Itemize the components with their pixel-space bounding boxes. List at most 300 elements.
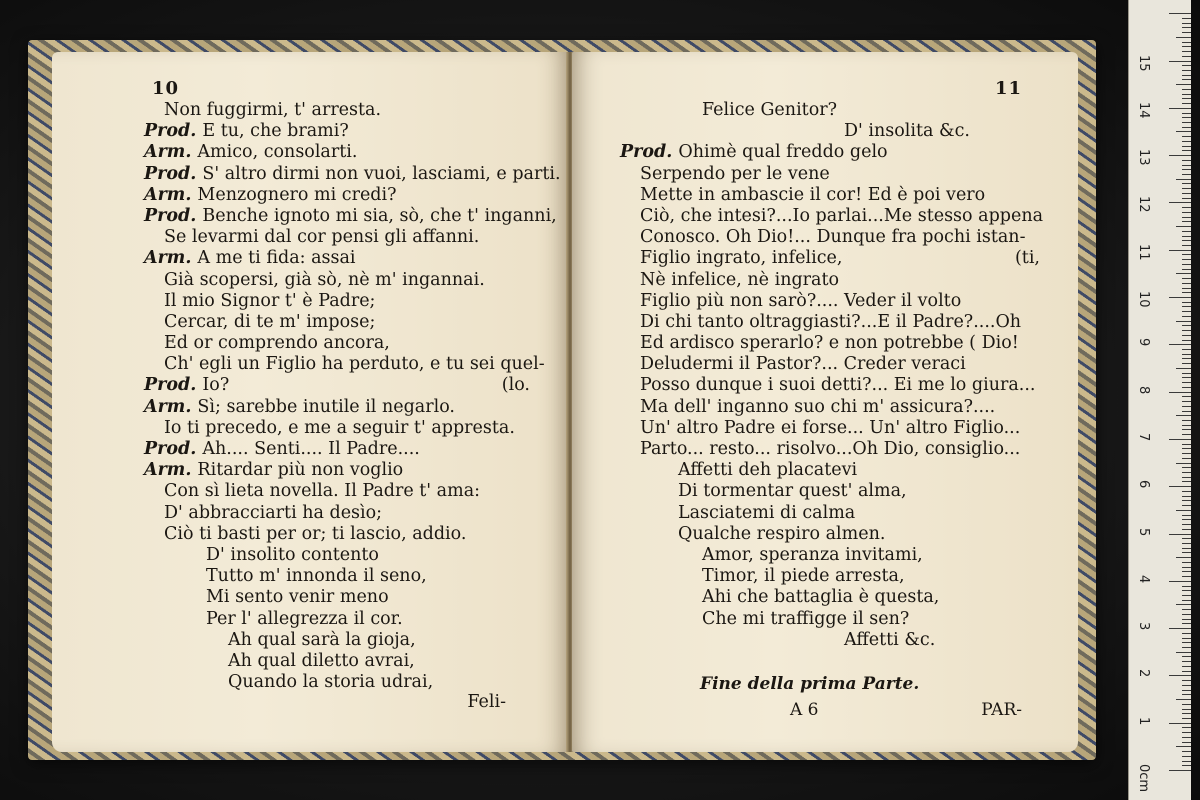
ruler-tick	[1182, 221, 1191, 222]
ruler-tick	[1169, 344, 1191, 345]
ruler-tick	[1176, 131, 1191, 132]
ruler-tick	[1182, 292, 1191, 293]
ruler-tick	[1182, 444, 1191, 445]
line-text: Conosco. Oh Dio!... Dunque fra pochi istan-	[640, 227, 1026, 248]
line-text: Affetti deh placatevi	[678, 460, 858, 481]
ruler-tick	[1176, 510, 1191, 511]
ruler-tick	[1182, 396, 1191, 397]
ruler-tick	[1182, 136, 1191, 137]
ruler-tick	[1176, 557, 1191, 558]
ruler-tick	[1182, 500, 1191, 501]
catchword: PAR-	[981, 700, 1022, 720]
text-line	[52, 375, 568, 396]
line-text: Felice Genitor?	[702, 100, 837, 120]
ruler-tick	[1182, 207, 1191, 208]
ruler-tick	[1182, 70, 1191, 71]
text-line	[52, 481, 568, 502]
ruler-tick	[1169, 534, 1191, 535]
line-text: D' insolita &c.	[844, 121, 970, 142]
text-line	[572, 227, 1078, 248]
line-text: Di chi tanto oltraggiasti?...E il Padre?....Oh	[640, 311, 1022, 332]
ruler-tick	[1169, 581, 1191, 582]
ruler-tick	[1182, 122, 1191, 123]
ruler-label: 5	[1136, 527, 1151, 536]
ruler-tick	[1182, 198, 1191, 199]
ruler-tick	[1182, 529, 1191, 530]
line-text: Se levarmi dal cor pensi gli affanni.	[164, 227, 480, 248]
ruler-tick	[1182, 23, 1191, 24]
ruler-tick	[1182, 254, 1191, 255]
text-line	[572, 333, 1078, 354]
ruler-label: 2	[1136, 669, 1151, 678]
line-text: Mette in ambascie il cor! Ed è poi vero	[640, 184, 986, 205]
ruler-tick	[1182, 467, 1191, 468]
ruler-tick	[1182, 283, 1191, 284]
ruler-tick	[1182, 661, 1191, 662]
ruler-tick	[1182, 406, 1191, 407]
line-text: Cercar, di te m' impose;	[164, 311, 376, 332]
text-line	[572, 291, 1078, 312]
text-line	[52, 672, 568, 693]
ruler-tick	[1182, 174, 1191, 175]
line-text: Timor, il piede arresta,	[702, 566, 905, 587]
text-line	[572, 460, 1078, 481]
text-line	[52, 206, 568, 227]
ruler-tick	[1182, 732, 1191, 733]
ruler-tick	[1182, 288, 1191, 289]
text-line	[52, 291, 568, 312]
text-line	[572, 524, 1078, 545]
ruler-tick	[1182, 458, 1191, 459]
ruler-tick	[1182, 515, 1191, 516]
ruler-tick	[1182, 477, 1191, 478]
text-line	[52, 164, 568, 185]
ruler-tick	[1182, 713, 1191, 714]
speaker-label: Prod.	[144, 121, 197, 142]
right-page-text	[572, 100, 1078, 651]
ruler-tick	[1169, 439, 1191, 440]
line-text: Deludermi il Pastor?... Creder veraci	[640, 354, 966, 375]
text-line	[572, 481, 1078, 502]
ruler-label: 15	[1136, 54, 1151, 72]
ruler-label: 8	[1136, 385, 1151, 394]
ruler-tick	[1182, 751, 1191, 752]
speaker-label: Prod.	[620, 142, 673, 163]
line-text: Serpendo per le vene	[640, 163, 830, 184]
ruler-tick	[1182, 113, 1191, 114]
line-text: Figlio più non sarò?.... Veder il volto	[640, 290, 962, 311]
ruler-tick	[1182, 354, 1191, 355]
ruler-label: 10	[1136, 291, 1151, 308]
line-text: Un' altro Padre ei forse... Un' altro Figlio...	[640, 417, 1021, 438]
text-line	[572, 545, 1078, 566]
ruler-label: 13	[1136, 149, 1151, 166]
ruler-tick	[1182, 193, 1191, 194]
catchword: Feli-	[467, 692, 506, 712]
ruler-label: 4	[1136, 574, 1151, 584]
ruler-tick	[1182, 117, 1191, 118]
ruler-tick	[1182, 491, 1191, 492]
ruler-label: 3	[1136, 622, 1151, 631]
text-line	[572, 587, 1078, 608]
ruler-tick	[1182, 75, 1191, 76]
ruler-tick	[1176, 273, 1191, 274]
line-text: Di tormentar quest' alma,	[678, 481, 907, 502]
ruler-tick	[1182, 571, 1191, 572]
line-text: Benche ignoto mi sia, sò, che t' inganni,	[202, 205, 557, 226]
ruler-tick	[1182, 472, 1191, 473]
ruler-tick	[1182, 765, 1191, 766]
text-line	[572, 418, 1078, 439]
ruler-tick	[1182, 165, 1191, 166]
text-line	[572, 206, 1078, 227]
text-line	[572, 609, 1078, 630]
ruler-tick	[1182, 387, 1191, 388]
ruler-tick	[1182, 188, 1191, 189]
part-end-note: Fine della prima Parte.	[700, 674, 920, 694]
ruler-tick	[1182, 666, 1191, 667]
line-text: Menzognero mi credi?	[197, 184, 397, 205]
text-line	[572, 185, 1078, 206]
speaker-label: Arm.	[144, 460, 192, 481]
ruler-tick	[1182, 311, 1191, 312]
ruler-tick	[1182, 240, 1191, 241]
text-line	[52, 503, 568, 524]
ruler-tick	[1182, 429, 1191, 430]
ruler-tick	[1182, 411, 1191, 412]
speaker-label: Prod.	[144, 439, 197, 459]
speaker-label: Prod.	[144, 375, 197, 396]
text-line	[52, 333, 568, 354]
ruler-label: 14	[1136, 101, 1151, 119]
text-line	[52, 354, 568, 375]
ruler-tick	[1182, 183, 1191, 184]
ruler-tick	[1182, 212, 1191, 213]
ruler-tick	[1169, 297, 1191, 298]
text-line	[52, 418, 568, 439]
ruler-tick	[1182, 325, 1191, 326]
line-overflow-text: (lo.	[501, 375, 530, 396]
ruler-tick	[1182, 595, 1191, 596]
ruler-tick	[1182, 576, 1191, 577]
ruler-tick	[1182, 259, 1191, 260]
ruler-tick	[1182, 718, 1191, 719]
ruler-tick	[1182, 562, 1191, 563]
text-line	[572, 566, 1078, 587]
line-text: Amor, speranza invitami,	[702, 544, 923, 565]
ruler-tick	[1182, 552, 1191, 553]
ruler-tick	[1182, 103, 1191, 104]
text-line	[52, 439, 568, 460]
ruler-tick	[1182, 169, 1191, 170]
ruler-tick	[1182, 420, 1191, 421]
ruler-label: 11	[1136, 243, 1151, 261]
ruler-tick	[1182, 363, 1191, 364]
line-text: Non fuggirmi, t' arresta.	[164, 100, 382, 120]
signature-mark: A 6	[790, 700, 819, 720]
ruler-tick	[1182, 481, 1191, 482]
ruler-tick	[1182, 543, 1191, 544]
ruler-tick	[1182, 505, 1191, 506]
text-line	[52, 630, 568, 651]
text-line	[52, 142, 568, 163]
text-line	[52, 460, 568, 481]
speaker-label: Arm.	[144, 248, 192, 269]
text-line	[572, 630, 1078, 651]
line-text: Ahi che battaglia è questa,	[702, 587, 940, 608]
text-line	[572, 100, 1078, 121]
text-line	[52, 312, 568, 333]
ruler-tick	[1182, 27, 1191, 28]
text-line	[572, 270, 1078, 291]
ruler-tick	[1176, 179, 1191, 180]
text-line	[52, 227, 568, 248]
text-line	[52, 121, 568, 142]
ruler-tick	[1182, 425, 1191, 426]
line-text: Il mio Signor t' è Padre;	[164, 290, 376, 311]
line-text: Ciò, che intesi?...Io parlai...Me stesso appena	[640, 205, 1044, 226]
ruler-tick	[1169, 61, 1191, 62]
line-text: Ma dell' inganno suo chi m' assicura?....	[640, 396, 996, 417]
ruler-tick	[1182, 335, 1191, 336]
ruler-tick	[1182, 600, 1191, 601]
ruler-tick	[1176, 415, 1191, 416]
text-line	[52, 100, 568, 121]
ruler-tick	[1182, 358, 1191, 359]
ruler-tick	[1182, 56, 1191, 57]
ruler-label: 0cm	[1136, 764, 1151, 793]
text-line	[572, 439, 1078, 460]
ruler-tick	[1182, 306, 1191, 307]
ruler-tick	[1182, 656, 1191, 657]
ruler-tick	[1182, 269, 1191, 270]
text-line	[572, 248, 1078, 269]
ruler-tick	[1176, 463, 1191, 464]
ruler-tick	[1169, 770, 1191, 771]
ruler-label: 1	[1136, 716, 1151, 725]
line-text: Lasciatemi di calma	[678, 502, 856, 523]
text-line	[572, 164, 1078, 185]
line-text: Io ti precedo, e me a seguir t' appresta.	[164, 417, 515, 438]
left-page	[52, 52, 568, 752]
ruler-tick	[1176, 368, 1191, 369]
ruler-tick	[1169, 155, 1191, 156]
speaker-label: Arm.	[144, 184, 192, 205]
text-line	[52, 248, 568, 269]
line-text: Amico, consolarti.	[197, 142, 358, 163]
line-text: Ah qual sarà la gioja,	[228, 629, 416, 650]
ruler-tick	[1176, 604, 1191, 605]
ruler-tick	[1182, 264, 1191, 265]
ruler-tick	[1182, 46, 1191, 47]
page-number: 11	[994, 78, 1022, 99]
text-line	[572, 121, 1078, 142]
text-line	[572, 354, 1078, 375]
ruler-tick	[1182, 278, 1191, 279]
ruler-tick	[1182, 377, 1191, 378]
ruler-tick	[1182, 694, 1191, 695]
ruler-tick	[1169, 108, 1191, 109]
ruler-tick	[1169, 675, 1191, 676]
line-text: Ed or comprendo ancora,	[164, 333, 390, 354]
line-text: S' altro dirmi non vuoi, lasciami, e parti.	[202, 163, 561, 184]
line-text: Mi sento venir meno	[206, 587, 389, 608]
ruler-tick	[1176, 321, 1191, 322]
ruler-tick	[1182, 401, 1191, 402]
line-text: Quando la storia udrai,	[228, 672, 434, 693]
ruler-tick	[1182, 453, 1191, 454]
ruler-tick	[1169, 13, 1191, 14]
ruler-tick	[1169, 723, 1191, 724]
measuring-ruler	[1128, 0, 1191, 800]
ruler-tick	[1169, 392, 1191, 393]
ruler-tick	[1176, 84, 1191, 85]
ruler-tick	[1176, 746, 1191, 747]
ruler-tick	[1182, 619, 1191, 620]
ruler-tick	[1182, 42, 1191, 43]
ruler-tick	[1182, 373, 1191, 374]
ruler-tick	[1182, 742, 1191, 743]
ruler-tick	[1182, 349, 1191, 350]
line-text: D' insolito contento	[206, 544, 379, 565]
ruler-tick	[1182, 448, 1191, 449]
ruler-tick	[1182, 231, 1191, 232]
ruler-tick	[1182, 51, 1191, 52]
line-text: Che mi traffigge il sen?	[702, 608, 910, 629]
ruler-tick	[1182, 160, 1191, 161]
line-overflow-text: (ti,	[1014, 248, 1040, 269]
ruler-tick	[1182, 690, 1191, 691]
ruler-tick	[1182, 98, 1191, 99]
line-text: Affetti &c.	[844, 629, 936, 650]
ruler-tick	[1182, 127, 1191, 128]
line-text: Posso dunque i suoi detti?... Ei me lo giura...	[640, 375, 1036, 396]
ruler-tick	[1182, 623, 1191, 624]
line-text: Ch' egli un Figlio ha perduto, e tu sei quel-	[164, 354, 545, 375]
ruler-tick	[1169, 628, 1191, 629]
ruler-tick	[1182, 647, 1191, 648]
line-text: D' abbracciarti ha desìo;	[164, 502, 383, 523]
text-line	[52, 609, 568, 630]
text-line	[572, 312, 1078, 333]
ruler-tick	[1169, 250, 1191, 251]
ruler-tick	[1176, 699, 1191, 700]
ruler-tick	[1182, 330, 1191, 331]
ruler-tick	[1182, 614, 1191, 615]
ruler-tick	[1169, 486, 1191, 487]
ruler-label: 12	[1136, 196, 1151, 213]
ruler-tick	[1182, 737, 1191, 738]
speaker-label: Arm.	[144, 142, 192, 163]
line-text: Tutto m' innonda il seno,	[206, 566, 427, 587]
ruler-label: 6	[1136, 480, 1151, 489]
ruler-tick	[1182, 434, 1191, 435]
ruler-tick	[1182, 685, 1191, 686]
line-text: Parto... resto... risolvo...Oh Dio, consiglio...	[640, 439, 1021, 459]
line-text: A me ti fida: assai	[197, 248, 356, 269]
ruler-tick	[1182, 567, 1191, 568]
line-text: Io?	[202, 375, 230, 396]
ruler-tick	[1182, 340, 1191, 341]
text-line	[52, 587, 568, 608]
text-line	[52, 524, 568, 545]
ruler-tick	[1182, 680, 1191, 681]
text-line	[52, 397, 568, 418]
line-text: Sì; sarebbe inutile il negarlo.	[197, 396, 455, 417]
line-text: Figlio ingrato, infelice,	[640, 248, 843, 269]
ruler-tick	[1182, 586, 1191, 587]
ruler-tick	[1182, 316, 1191, 317]
ruler-tick	[1182, 548, 1191, 549]
line-text: Qualche respiro almen.	[678, 523, 886, 544]
line-text: Ritardar più non voglio	[197, 460, 404, 481]
ruler-tick	[1182, 89, 1191, 90]
ruler-tick	[1182, 709, 1191, 710]
ruler-tick	[1182, 79, 1191, 80]
ruler-tick	[1182, 638, 1191, 639]
line-text: Ah.... Senti.... Il Padre....	[202, 439, 420, 459]
ruler-tick	[1182, 538, 1191, 539]
line-text: E tu, che brami?	[202, 121, 349, 142]
line-text: Con sì lieta novella. Il Padre t' ama:	[164, 481, 481, 502]
ruler-tick	[1182, 761, 1191, 762]
page-number: 10	[152, 78, 180, 99]
ruler-tick	[1182, 519, 1191, 520]
ruler-tick	[1182, 141, 1191, 142]
ruler-tick	[1182, 217, 1191, 218]
ruler-tick	[1182, 642, 1191, 643]
line-text: Nè infelice, nè ingrato	[640, 269, 840, 290]
ruler-tick	[1182, 633, 1191, 634]
ruler-tick	[1182, 236, 1191, 237]
text-line	[572, 503, 1078, 524]
text-line	[572, 142, 1078, 163]
ruler-tick	[1182, 146, 1191, 147]
speaker-label: Prod.	[144, 163, 197, 184]
text-line	[572, 375, 1078, 396]
text-line	[52, 270, 568, 291]
line-text: Ed ardisco sperarlo? e non potrebbe ( Dio!	[640, 333, 1019, 354]
text-line	[52, 651, 568, 672]
speaker-label: Prod.	[144, 205, 197, 226]
ruler-tick	[1176, 37, 1191, 38]
text-line	[52, 545, 568, 566]
right-page	[572, 52, 1078, 752]
line-text: Ciò ti basti per or; ti lascio, addio.	[164, 523, 467, 544]
line-text: Per l' allegrezza il cor.	[206, 608, 403, 629]
ruler-tick	[1182, 756, 1191, 757]
ruler-tick	[1182, 524, 1191, 525]
ruler-tick	[1182, 302, 1191, 303]
ruler-tick	[1182, 245, 1191, 246]
text-line	[52, 185, 568, 206]
ruler-tick	[1182, 590, 1191, 591]
ruler-tick	[1182, 382, 1191, 383]
line-text: Già scopersi, già sò, nè m' ingannai.	[164, 269, 485, 290]
left-page-text	[52, 100, 568, 693]
speaker-label: Arm.	[144, 396, 192, 417]
ruler-tick	[1182, 65, 1191, 66]
line-text: Ohimè qual freddo gelo	[678, 142, 888, 163]
ruler-tick	[1182, 150, 1191, 151]
line-text: Ah qual diletto avrai,	[228, 650, 415, 671]
ruler-tick	[1182, 496, 1191, 497]
ruler-tick	[1182, 704, 1191, 705]
ruler-tick	[1182, 727, 1191, 728]
ruler-tick	[1182, 32, 1191, 33]
ruler-tick	[1169, 202, 1191, 203]
ruler-tick	[1182, 609, 1191, 610]
